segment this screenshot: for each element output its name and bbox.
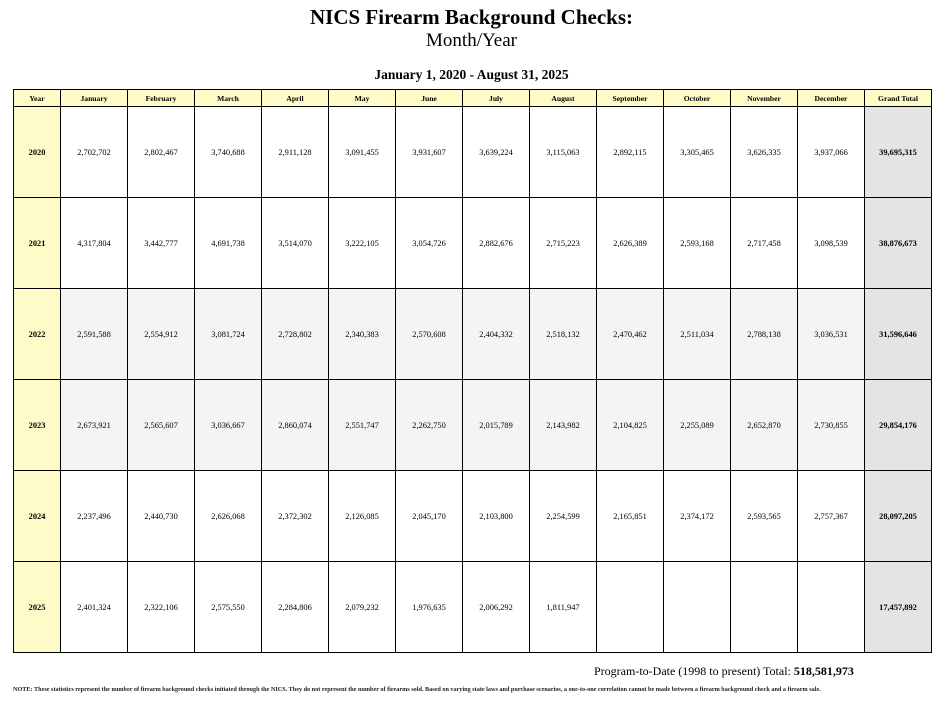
month-cell: 2,717,458	[731, 198, 798, 289]
year-cell: 2024	[14, 471, 61, 562]
month-cell: 2,757,367	[798, 471, 865, 562]
month-cell: 2,262,750	[396, 380, 463, 471]
month-cell: 2,103,800	[463, 471, 530, 562]
ptd-label: Program-to-Date (1998 to present) Total:	[594, 664, 791, 678]
month-cell: 4,691,738	[195, 198, 262, 289]
program-to-date	[594, 664, 854, 679]
ptd-value: 518,581,973	[793, 664, 854, 678]
month-cell: 3,514,070	[262, 198, 329, 289]
grand-total-cell: 17,457,892	[865, 562, 932, 653]
month-cell: 2,126,085	[329, 471, 396, 562]
month-cell: 3,098,539	[798, 198, 865, 289]
month-cell: 3,937,066	[798, 107, 865, 198]
column-header: October	[664, 90, 731, 107]
month-cell: 2,802,467	[128, 107, 195, 198]
month-cell: 4,317,804	[61, 198, 128, 289]
month-cell: 2,702,702	[61, 107, 128, 198]
report-subtitle: Month/Year	[426, 30, 517, 51]
grand-total-cell: 39,695,315	[865, 107, 932, 198]
column-header: April	[262, 90, 329, 107]
month-cell: 2,554,912	[128, 289, 195, 380]
table-row	[14, 198, 932, 289]
report-title: NICS Firearm Background Checks:	[310, 5, 633, 29]
month-cell: 3,115,063	[530, 107, 597, 198]
year-cell: 2023	[14, 380, 61, 471]
month-cell: 2,015,789	[463, 380, 530, 471]
month-cell: 2,470,462	[597, 289, 664, 380]
month-cell: 3,036,531	[798, 289, 865, 380]
month-cell: 3,442,777	[128, 198, 195, 289]
month-cell: 2,284,806	[262, 562, 329, 653]
column-header: September	[597, 90, 664, 107]
month-cell: 2,728,802	[262, 289, 329, 380]
year-cell: 2020	[14, 107, 61, 198]
year-cell: 2025	[14, 562, 61, 653]
table-row	[14, 380, 932, 471]
month-cell: 1,811,947	[530, 562, 597, 653]
footnote: NOTE: These statistics represent the number of firearm background checks initiated through the NICS. They do not represent the number of firearms sold. Based on varying state laws and purchase scenarios, a one-to-one correlation cannot be made between a firearm background check and a firearm sale.	[13, 686, 821, 693]
table-row	[14, 562, 932, 653]
month-cell: 2,404,332	[463, 289, 530, 380]
month-cell: 2,518,132	[530, 289, 597, 380]
column-header: July	[463, 90, 530, 107]
month-cell: 2,591,588	[61, 289, 128, 380]
month-cell	[731, 562, 798, 653]
month-cell: 2,860,074	[262, 380, 329, 471]
month-cell: 3,054,726	[396, 198, 463, 289]
month-cell: 2,511,034	[664, 289, 731, 380]
month-cell: 2,626,068	[195, 471, 262, 562]
month-cell: 2,440,730	[128, 471, 195, 562]
month-cell: 2,570,608	[396, 289, 463, 380]
month-cell: 2,340,383	[329, 289, 396, 380]
month-cell: 2,652,870	[731, 380, 798, 471]
month-cell: 2,372,302	[262, 471, 329, 562]
column-header: January	[61, 90, 128, 107]
column-header: February	[128, 90, 195, 107]
month-cell: 3,639,224	[463, 107, 530, 198]
month-cell	[798, 562, 865, 653]
month-cell: 2,593,565	[731, 471, 798, 562]
month-cell: 2,626,389	[597, 198, 664, 289]
column-header: Year	[14, 90, 61, 107]
month-cell: 2,911,128	[262, 107, 329, 198]
year-cell: 2021	[14, 198, 61, 289]
column-header: Grand Total	[865, 90, 932, 107]
month-cell	[597, 562, 664, 653]
month-cell: 2,730,855	[798, 380, 865, 471]
month-cell: 2,882,676	[463, 198, 530, 289]
table-row	[14, 107, 932, 198]
column-header: May	[329, 90, 396, 107]
month-cell: 2,673,921	[61, 380, 128, 471]
month-cell: 3,931,607	[396, 107, 463, 198]
month-cell: 2,715,223	[530, 198, 597, 289]
month-cell: 2,401,324	[61, 562, 128, 653]
column-header: December	[798, 90, 865, 107]
year-cell: 2022	[14, 289, 61, 380]
grand-total-cell: 38,876,673	[865, 198, 932, 289]
month-cell: 2,551,747	[329, 380, 396, 471]
month-cell: 3,091,455	[329, 107, 396, 198]
month-cell: 2,575,550	[195, 562, 262, 653]
checks-table	[13, 89, 932, 653]
grand-total-cell: 31,596,646	[865, 289, 932, 380]
month-cell: 2,788,138	[731, 289, 798, 380]
month-cell: 1,976,635	[396, 562, 463, 653]
month-cell: 2,045,170	[396, 471, 463, 562]
header-row	[14, 90, 932, 107]
month-cell: 2,322,106	[128, 562, 195, 653]
month-cell: 2,079,232	[329, 562, 396, 653]
month-cell: 2,143,982	[530, 380, 597, 471]
month-cell: 2,593,168	[664, 198, 731, 289]
month-cell: 2,165,851	[597, 471, 664, 562]
column-header: August	[530, 90, 597, 107]
month-cell: 3,740,688	[195, 107, 262, 198]
month-cell: 2,255,089	[664, 380, 731, 471]
month-cell: 2,237,496	[61, 471, 128, 562]
month-cell: 2,374,172	[664, 471, 731, 562]
month-cell: 3,036,667	[195, 380, 262, 471]
month-cell: 2,565,607	[128, 380, 195, 471]
month-cell: 2,892,115	[597, 107, 664, 198]
month-cell: 2,006,292	[463, 562, 530, 653]
table-row	[14, 471, 932, 562]
grand-total-cell: 28,097,205	[865, 471, 932, 562]
column-header: March	[195, 90, 262, 107]
month-cell: 3,081,724	[195, 289, 262, 380]
column-header: November	[731, 90, 798, 107]
month-cell: 2,254,599	[530, 471, 597, 562]
date-range: January 1, 2020 - August 31, 2025	[374, 67, 569, 82]
month-cell: 2,104,825	[597, 380, 664, 471]
month-cell: 3,305,465	[664, 107, 731, 198]
month-cell: 3,222,105	[329, 198, 396, 289]
grand-total-cell: 29,854,176	[865, 380, 932, 471]
month-cell	[664, 562, 731, 653]
column-header: June	[396, 90, 463, 107]
month-cell: 3,626,335	[731, 107, 798, 198]
table-row	[14, 289, 932, 380]
